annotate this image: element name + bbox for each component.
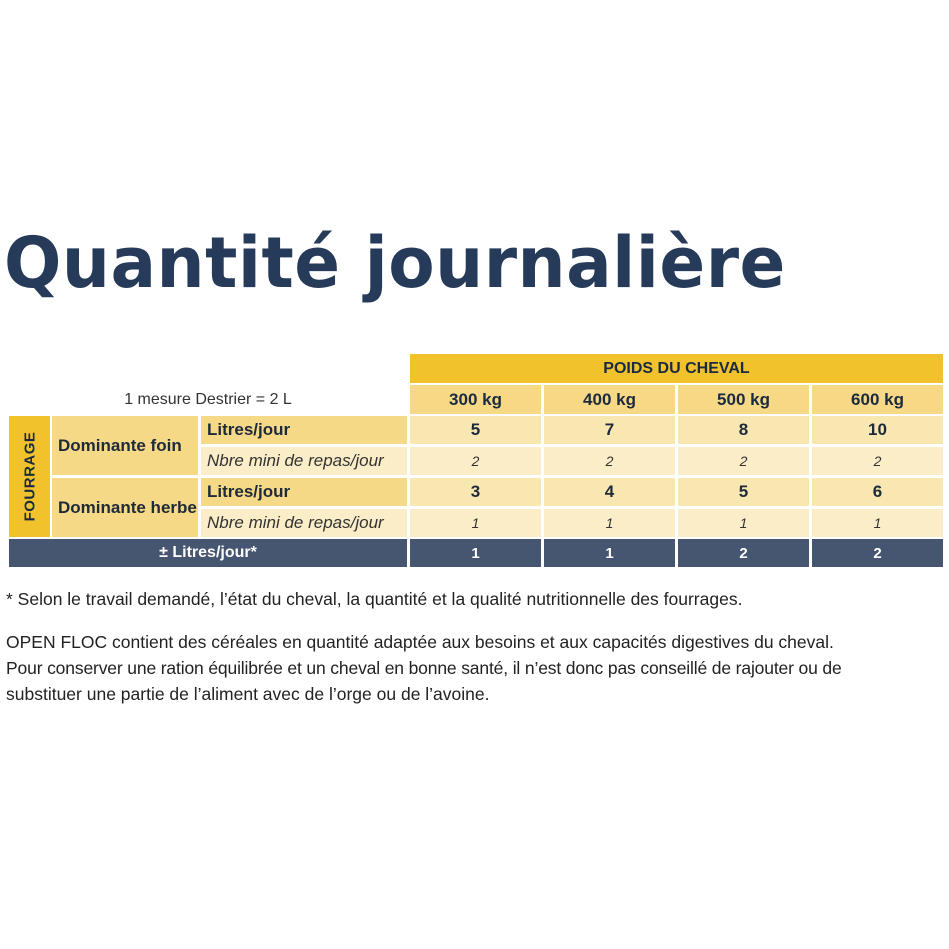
foin-repas-400: 2 <box>544 447 675 475</box>
herbe-repas-300: 1 <box>410 509 541 537</box>
total-300: 1 <box>410 539 541 567</box>
weight-header-600: 600 kg <box>812 385 943 414</box>
paragraph-line-3: substituer une partie de l’aliment avec de l’orge ou de l’avoine. <box>6 684 490 704</box>
weight-header-400: 400 kg <box>544 385 675 414</box>
herbe-litres-400: 4 <box>544 478 675 506</box>
category-herbe: Dominante herbe <box>52 478 198 537</box>
herbe-litres-500: 5 <box>678 478 809 506</box>
herbe-repas-500: 1 <box>678 509 809 537</box>
total-400: 1 <box>544 539 675 567</box>
footnote: * Selon le travail demandé, l’état du cheval, la quantité et la qualité nutritionnelle des fourrages. <box>6 589 743 609</box>
herbe-litres-300: 3 <box>410 478 541 506</box>
litres-label-herbe: Litres/jour <box>201 478 407 506</box>
total-500: 2 <box>678 539 809 567</box>
total-600: 2 <box>812 539 943 567</box>
weight-header-300: 300 kg <box>410 385 541 414</box>
foin-litres-300: 5 <box>410 416 541 444</box>
foin-litres-400: 7 <box>544 416 675 444</box>
fourrage-side-label: FOURRAGE <box>9 416 50 537</box>
foin-litres-500: 8 <box>678 416 809 444</box>
herbe-repas-400: 1 <box>544 509 675 537</box>
foin-repas-600: 2 <box>812 447 943 475</box>
category-foin: Dominante foin <box>52 416 198 475</box>
weight-group-header: POIDS DU CHEVAL <box>410 354 943 383</box>
page-title: Quantité journalière <box>4 222 786 304</box>
weight-header-500: 500 kg <box>678 385 809 414</box>
herbe-litres-600: 6 <box>812 478 943 506</box>
herbe-repas-600: 1 <box>812 509 943 537</box>
litres-label-foin: Litres/jour <box>201 416 407 444</box>
foin-repas-300: 2 <box>410 447 541 475</box>
total-label: ± Litres/jour* <box>9 539 407 567</box>
foin-repas-500: 2 <box>678 447 809 475</box>
paragraph-line-1: OPEN FLOC contient des céréales en quantité adaptée aux besoins et aux capacités digestives du cheval. <box>6 632 834 652</box>
repas-label-herbe: Nbre mini de repas/jour <box>201 509 407 537</box>
measure-note: 1 mesure Destrier = 2 L <box>124 391 292 408</box>
paragraph-line-2: Pour conserver une ration équilibrée et un cheval en bonne santé, il n’est donc pas conseillé de rajouter ou de <box>6 658 842 678</box>
foin-litres-600: 10 <box>812 416 943 444</box>
repas-label-foin: Nbre mini de repas/jour <box>201 447 407 475</box>
